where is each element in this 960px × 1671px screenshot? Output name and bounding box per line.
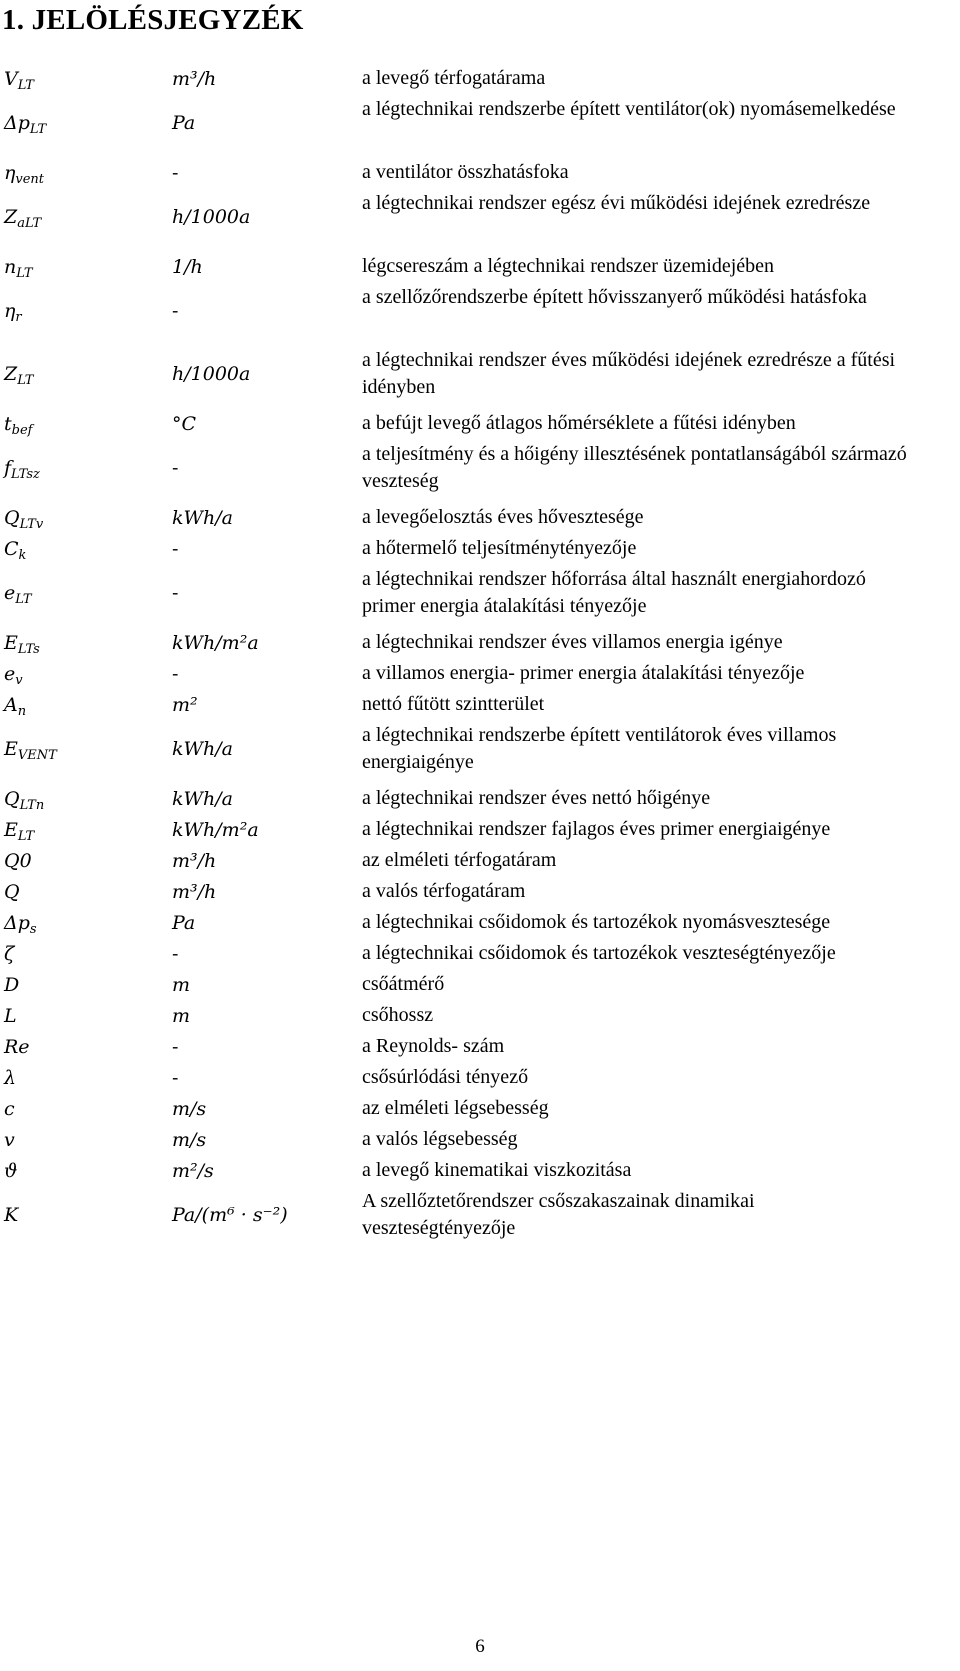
symbol-base: C [4, 538, 19, 560]
unit: Pa [172, 112, 196, 134]
symbol-base: Δp [4, 112, 30, 134]
symbol-base: t [4, 413, 12, 435]
unit: 1/h [172, 256, 203, 278]
description: a befújt levegő átlagos hőmérséklete a fűtési idényben [362, 412, 796, 434]
symbol-base: E [4, 819, 18, 841]
symbol-base: V [4, 68, 18, 90]
symbol [4, 850, 32, 872]
unit: kWh/m²a [172, 632, 259, 654]
description: a légtechnikai csőidomok és tartozékok nyomásvesztesége [362, 911, 831, 933]
symbol-subscript: LTv [19, 517, 44, 532]
description: a ventilátor összhatásfoka [362, 161, 569, 183]
unit: kWh/a [172, 788, 234, 810]
symbol-subscript: s [29, 922, 37, 937]
description: a hőtermelő teljesítménytényezője [362, 537, 637, 559]
description: csősúrlódási tényező [362, 1066, 529, 1088]
symbol-base: η [4, 162, 16, 184]
unit: - [172, 1036, 179, 1058]
symbol [4, 582, 32, 607]
symbol [4, 256, 33, 281]
symbol [4, 943, 14, 965]
symbol [4, 507, 43, 532]
symbol [4, 162, 44, 187]
unit: - [172, 457, 179, 479]
symbol [4, 538, 26, 563]
symbol-subscript: LT [17, 829, 35, 844]
unit: - [172, 943, 179, 965]
symbol-base: e [4, 582, 16, 604]
unit: m/s [172, 1098, 207, 1120]
symbol [4, 1098, 15, 1120]
description: a teljesítmény és a hőigény illesztésének pontatlanságából származó veszteség [362, 443, 907, 492]
unit: h/1000a [172, 363, 251, 385]
symbol-base: f [4, 457, 12, 479]
symbol [4, 300, 22, 325]
symbol-base: Z [4, 363, 18, 385]
symbol-base: Z [4, 206, 18, 228]
symbol-base: e [4, 663, 16, 685]
symbol-base: η [4, 300, 16, 322]
description: nettó fűtött szintterület [362, 693, 545, 715]
symbol-subscript: LT [15, 592, 32, 607]
description: a légtechnikai rendszerbe épített ventilátorok éves villamos energiaigénye [362, 724, 837, 773]
description: csőhossz [362, 1004, 434, 1026]
symbol [4, 694, 26, 719]
unit: h/1000a [172, 206, 251, 228]
symbol [4, 413, 32, 438]
unit: kWh/m²a [172, 819, 259, 841]
symbol-subscript: n [17, 704, 27, 719]
symbol [4, 663, 23, 688]
symbol-base: Re [4, 1036, 30, 1058]
symbol-base: K [4, 1204, 19, 1226]
description: a légtechnikai rendszer hőforrása által használt energiahordozó primer energia átalakítási tényezője [362, 568, 866, 617]
symbol [4, 457, 40, 482]
symbol [4, 68, 34, 93]
description: a levegőelosztás éves hővesztesége [362, 506, 644, 528]
symbol-base: D [4, 974, 20, 996]
symbol-base: L [4, 1005, 17, 1027]
symbol-subscript: LT [16, 266, 33, 281]
unit: Pa/(m⁶ · s⁻²) [172, 1204, 288, 1226]
symbol [4, 912, 37, 937]
symbol-subscript: aLT [17, 216, 42, 231]
description: a Reynolds- szám [362, 1035, 505, 1057]
unit: - [172, 663, 179, 685]
page-number: 6 [475, 1636, 485, 1657]
symbol [4, 881, 20, 903]
symbol [4, 363, 33, 388]
description: a légtechnikai rendszerbe épített ventilátor(ok) nyomásemelkedése [362, 98, 896, 120]
symbol [4, 1204, 18, 1226]
description: a valós légsebesség [362, 1128, 518, 1150]
description: a levegő kinematikai viszkozitása [362, 1159, 632, 1181]
unit: kWh/a [172, 507, 234, 529]
symbol-subscript: LTn [19, 798, 45, 813]
unit: - [172, 582, 179, 604]
description: légcsereszám a légtechnikai rendszer üzemidejében [362, 255, 775, 277]
unit: m [172, 974, 191, 996]
description: csőátmérő [362, 973, 445, 995]
symbol [4, 738, 57, 763]
symbol-subscript: LT [17, 78, 34, 93]
symbol [4, 974, 19, 996]
unit: m/s [172, 1129, 207, 1151]
unit: m³/h [172, 881, 217, 903]
unit: kWh/a [172, 738, 234, 760]
symbol [4, 206, 41, 231]
symbol-subscript: LT [17, 373, 34, 388]
description: a villamos energia- primer energia átalakítási tényezője [362, 662, 805, 684]
symbol-base: v [4, 1129, 15, 1151]
symbol-subscript: k [18, 548, 27, 563]
symbol-base: Q0 [4, 850, 32, 872]
description: a légtechnikai rendszer fajlagos éves primer energiaigénye [362, 818, 831, 840]
unit: - [172, 538, 179, 560]
description: a szellőzőrendszerbe épített hővisszanyerő működési hatásfoka [362, 286, 867, 308]
description: a levegő térfogatárama [362, 67, 546, 89]
symbol-base: A [4, 694, 18, 716]
symbol-subscript: bef [11, 423, 33, 438]
description: a légtechnikai rendszer egész évi működési idejének ezredrésze [362, 192, 871, 214]
description: A szellőztetőrendszer csőszakaszainak dinamikai veszteségtényezője [362, 1190, 755, 1239]
description: a légtechnikai rendszer éves működési idejének ezredrésze a fűtési idényben [362, 349, 896, 398]
symbol-subscript: r [15, 310, 22, 325]
symbol-base: c [4, 1098, 15, 1120]
page-title: 1. JELÖLÉSJEGYZÉK [2, 4, 304, 36]
unit: m [172, 1005, 191, 1027]
description: a légtechnikai rendszer éves villamos energia igénye [362, 631, 783, 653]
unit: Pa [172, 912, 196, 934]
description: az elméleti térfogatáram [362, 849, 557, 871]
symbol-subscript: vent [15, 172, 45, 187]
unit: m²/s [172, 1160, 214, 1182]
symbol-base: ζ [4, 943, 15, 965]
unit: - [172, 1067, 179, 1089]
symbol-base: n [4, 256, 17, 278]
unit: - [172, 162, 179, 184]
symbol-base: ϑ [4, 1160, 18, 1182]
symbol-base: Q [4, 788, 20, 810]
symbol-subscript: v [15, 673, 23, 688]
symbol [4, 1005, 17, 1027]
symbol [4, 788, 44, 813]
symbol-subscript: LT [29, 122, 47, 137]
description: a légtechnikai csőidomok és tartozékok veszteségtényezője [362, 942, 836, 964]
description: az elméleti légsebesség [362, 1097, 549, 1119]
unit: m³/h [172, 68, 217, 90]
unit: m² [172, 694, 198, 716]
symbol-subscript: VENT [17, 748, 57, 763]
symbol [4, 1160, 18, 1182]
symbol [4, 1036, 30, 1058]
symbol-subscript: LTsz [11, 467, 40, 482]
symbol-base: λ [4, 1067, 17, 1089]
symbol-base: E [4, 632, 18, 654]
symbol-base: Q [4, 881, 20, 903]
unit: - [172, 300, 179, 322]
description: a légtechnikai rendszer éves nettó hőigénye [362, 787, 711, 809]
symbol-base: Δp [4, 912, 30, 934]
description: a valós térfogatáram [362, 880, 526, 902]
symbol [4, 112, 46, 137]
symbol [4, 819, 34, 844]
unit: m³/h [172, 850, 217, 872]
symbol [4, 632, 40, 657]
symbol [4, 1129, 15, 1151]
symbol [4, 1067, 16, 1089]
symbol-base: Q [4, 507, 20, 529]
unit: °C [172, 413, 197, 435]
symbol-subscript: LTs [17, 642, 40, 657]
symbol-base: E [4, 738, 18, 760]
